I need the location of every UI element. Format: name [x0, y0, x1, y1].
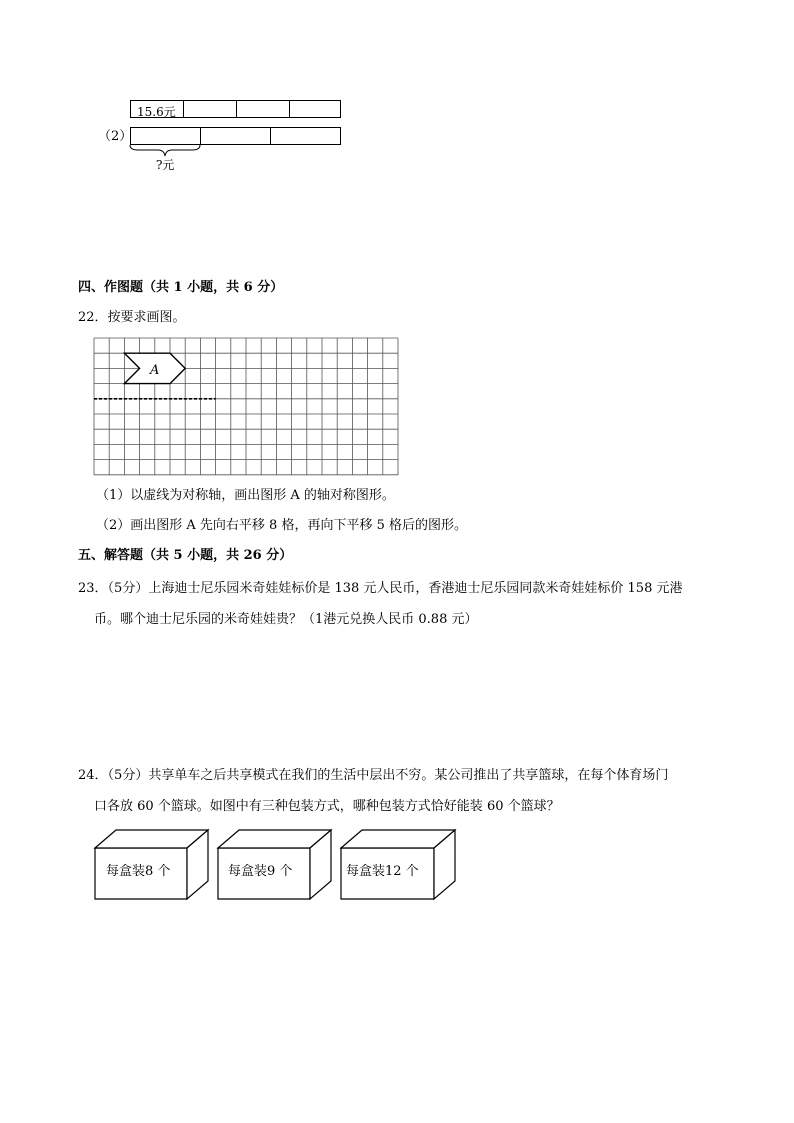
segment-top-3 [236, 100, 290, 118]
q22-sub1: （1）以虚线为对称轴，画出图形 A 的轴对称图形。 [96, 488, 395, 503]
part-2-label: （2） [98, 129, 133, 144]
package-box-2-label: 每盒装9 个 [228, 864, 293, 879]
question-amount-label: ?元 [156, 158, 175, 172]
package-box-3-label: 每盒装12 个 [346, 864, 419, 879]
segment-bottom-2 [200, 127, 271, 145]
q23-line1: 23．（5分）上海迪士尼乐园米奇娃娃标价是 138 元人民币，香港迪士尼乐园同款米奇娃娃标价 158 元港 [78, 581, 683, 596]
q24-line2: 口各放 60 个篮球。如图中有三种包装方式，哪种包装方式恰好能装 60 个篮球？ [94, 799, 560, 814]
drawing-grid [92, 336, 404, 480]
q24-line1: 24．（5分）共享单车之后共享模式在我们的生活中层出不穷。某公司推出了共享篮球，在每个体育场门 [78, 768, 669, 783]
segment-bottom-1 [130, 127, 201, 145]
section-4-heading: 四、作图题（共 1 小题，共 6 分） [78, 280, 284, 295]
q22-title: 22．按要求画图。 [78, 310, 186, 325]
section-5-heading: 五、解答题（共 5 小题，共 26 分） [78, 548, 293, 563]
segment-bottom-3 [270, 127, 341, 145]
segment-value-label: 15.6元 [137, 105, 176, 119]
package-box-1-label: 每盒装8 个 [106, 864, 171, 879]
q22-sub2: （2）画出图形 A 先向右平移 8 格，再向下平移 5 格后的图形。 [96, 518, 467, 533]
segment-top-2 [183, 100, 237, 118]
q23-line2: 币。哪个迪士尼乐园的米奇娃娃贵？（1港元兑换人民币 0.88 元） [94, 612, 478, 627]
segment-top-1 [130, 100, 184, 118]
segment-top-4 [289, 100, 341, 118]
figure-a-label: A [150, 363, 160, 378]
